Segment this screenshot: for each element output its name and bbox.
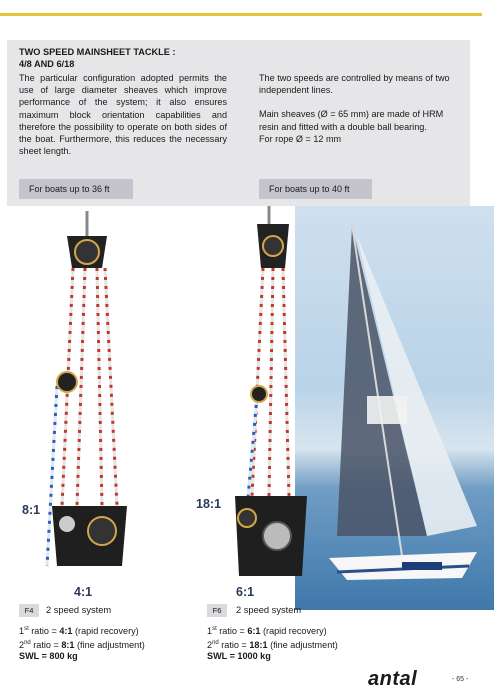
- sailboat-illustration: [329, 224, 477, 580]
- boat-size-badge-f6: For boats up to 40 ft: [259, 179, 372, 199]
- tackle-f4-image: [47, 211, 127, 566]
- rope-paragraph: For rope Ø = 12 mm: [259, 133, 342, 144]
- product-code-f4: F4: [19, 604, 39, 617]
- swl-line: SWL = 800 kg: [19, 651, 78, 662]
- ratio-label-f4-low: 4:1: [74, 585, 93, 599]
- product-code-f6: F6: [207, 604, 227, 617]
- product-title-f6: 2 speed system: [236, 605, 302, 615]
- page-number: - 65 -: [452, 676, 469, 683]
- ratio-label-f6-low: 6:1: [236, 585, 255, 599]
- ratio-label-f4-high: 8:1: [22, 503, 41, 517]
- tackle-product-photos: [7, 206, 494, 610]
- product-title-f4: 2 speed system: [46, 605, 112, 615]
- ratio-line-2: 2nd ratio = 18:1 (fine adjustment): [207, 639, 338, 650]
- specs-f6: [207, 624, 338, 663]
- top-accent-rule: [0, 13, 482, 16]
- section-title: TWO SPEED MAINSHEET TACKLE : 4/8 AND 6/18: [19, 47, 176, 69]
- lines-paragraph: The two speeds are controlled by means of two independent lines.: [259, 73, 450, 96]
- specs-f4: [19, 624, 145, 663]
- ratio-line-1: 1st ratio = 6:1 (rapid recovery): [207, 626, 327, 637]
- ratio-line-1: 1st ratio = 4:1 (rapid recovery): [19, 626, 139, 637]
- ratio-line-2: 2nd ratio = 8:1 (fine adjustment): [19, 639, 145, 650]
- brand-logo: antal: [368, 668, 418, 690]
- intro-paragraph: The particular configuration adopted permits the use of large diameter sheaves which improve performance of the system; it also ensures maximum block orientation capabilities and therefore the possibility to operate on both sides of the boat. Furthermore, this reduces the necessary sheet length.: [19, 73, 227, 157]
- intro-left-column: [19, 72, 227, 169]
- swl-line: SWL = 1000 kg: [207, 651, 271, 662]
- ratio-label-f6-high: 18:1: [196, 497, 222, 511]
- boat-size-badge-f4: For boats up to 36 ft: [19, 179, 133, 199]
- intro-right-column: [259, 72, 459, 157]
- photo-credit: Super Atax - Norlin: [412, 652, 462, 658]
- tackle-f6-image: [235, 206, 307, 576]
- sheaves-paragraph: Main sheaves (Ø = 65 mm) are made of HRM resin and fitted with a double ball bearing.: [259, 109, 444, 132]
